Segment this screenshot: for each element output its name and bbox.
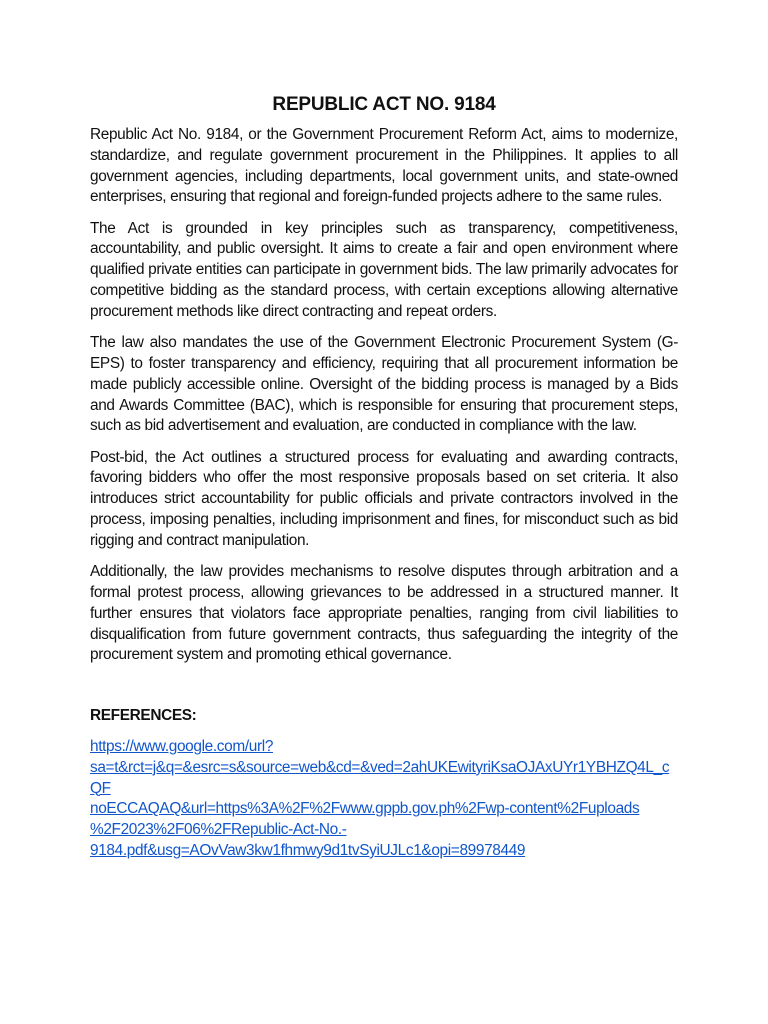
document-page [90,92,678,862]
reference-link-line: https://www.google.com/url? [90,737,274,755]
reference-link-line: noECCAQAQ&url=https%3A%2F%2Fwww.gppb.gov.ph%2Fwp-content%2Fuploads [90,800,640,818]
paragraph-disputes: Additionally, the law provides mechanisms to resolve disputes through arbitration and a formal protest process, allowing grievances to be addressed in a structured manner. It further ensures that violators face appropriate penalties, ranging from civil liabilities to disqualification from future government contracts, thus safeguarding the integrity of the procurement system and promoting ethical governance. [90,563,678,664]
reference-link-line: sa=t&rct=j&q=&esrc=s&source=web&cd=&ved=2ahUKEwityriKsaOJAxUYr1YBHZQ4L_cQF [90,758,670,797]
reference-link[interactable] [90,737,678,862]
reference-link-line: 9184.pdf&usg=AOvVaw3kw1fhmwy9d1tvSyiUJLc1&opi=89978449 [90,841,526,859]
paragraph-post-bid: Post-bid, the Act outlines a structured process for evaluating and awarding contracts, favoring bidders who offer the most responsive proposals based on set criteria. It also introduces strict accountability for public officials and private contractors involved in the process, imposing penalties, including imprisonment and fines, for misconduct such as bid rigging and contract manipulation. [90,448,678,549]
paragraph-principles: The Act is grounded in key principles such as transparency, competitiveness, accountability, and public oversight. It aims to create a fair and open environment where qualified private entities can participate in government bids. The law primarily advocates for competitive bidding as the standard process, with certain exceptions allowing alternative procurement methods like direct contracting and repeat orders. [90,219,678,320]
reference-link-line: %2F2023%2F06%2FRepublic-Act-No.- [90,821,347,839]
references-heading: REFERENCES: [90,707,197,725]
paragraph-overview: Republic Act No. 9184, or the Government Procurement Reform Act, aims to modernize, standardize, and regulate government procurement in the Philippines. It applies to all government agencies, including departments, local government units, and state-owned enterprises, ensuring that regional and foreign-funded projects adhere to the same rules. [90,126,678,206]
document-title: REPUBLIC ACT NO. 9184 [272,94,496,115]
paragraph-g-eps: The law also mandates the use of the Government Electronic Procurement System (G-EPS) to foster transparency and efficiency, requiring that all procurement information be made publicly accessible online. Oversight of the bidding process is managed by a Bids and Awards Committee (BAC), which is responsible for ensuring that procurement steps, such as bid advertisement and evaluation, are conducted in compliance with the law. [90,334,678,435]
